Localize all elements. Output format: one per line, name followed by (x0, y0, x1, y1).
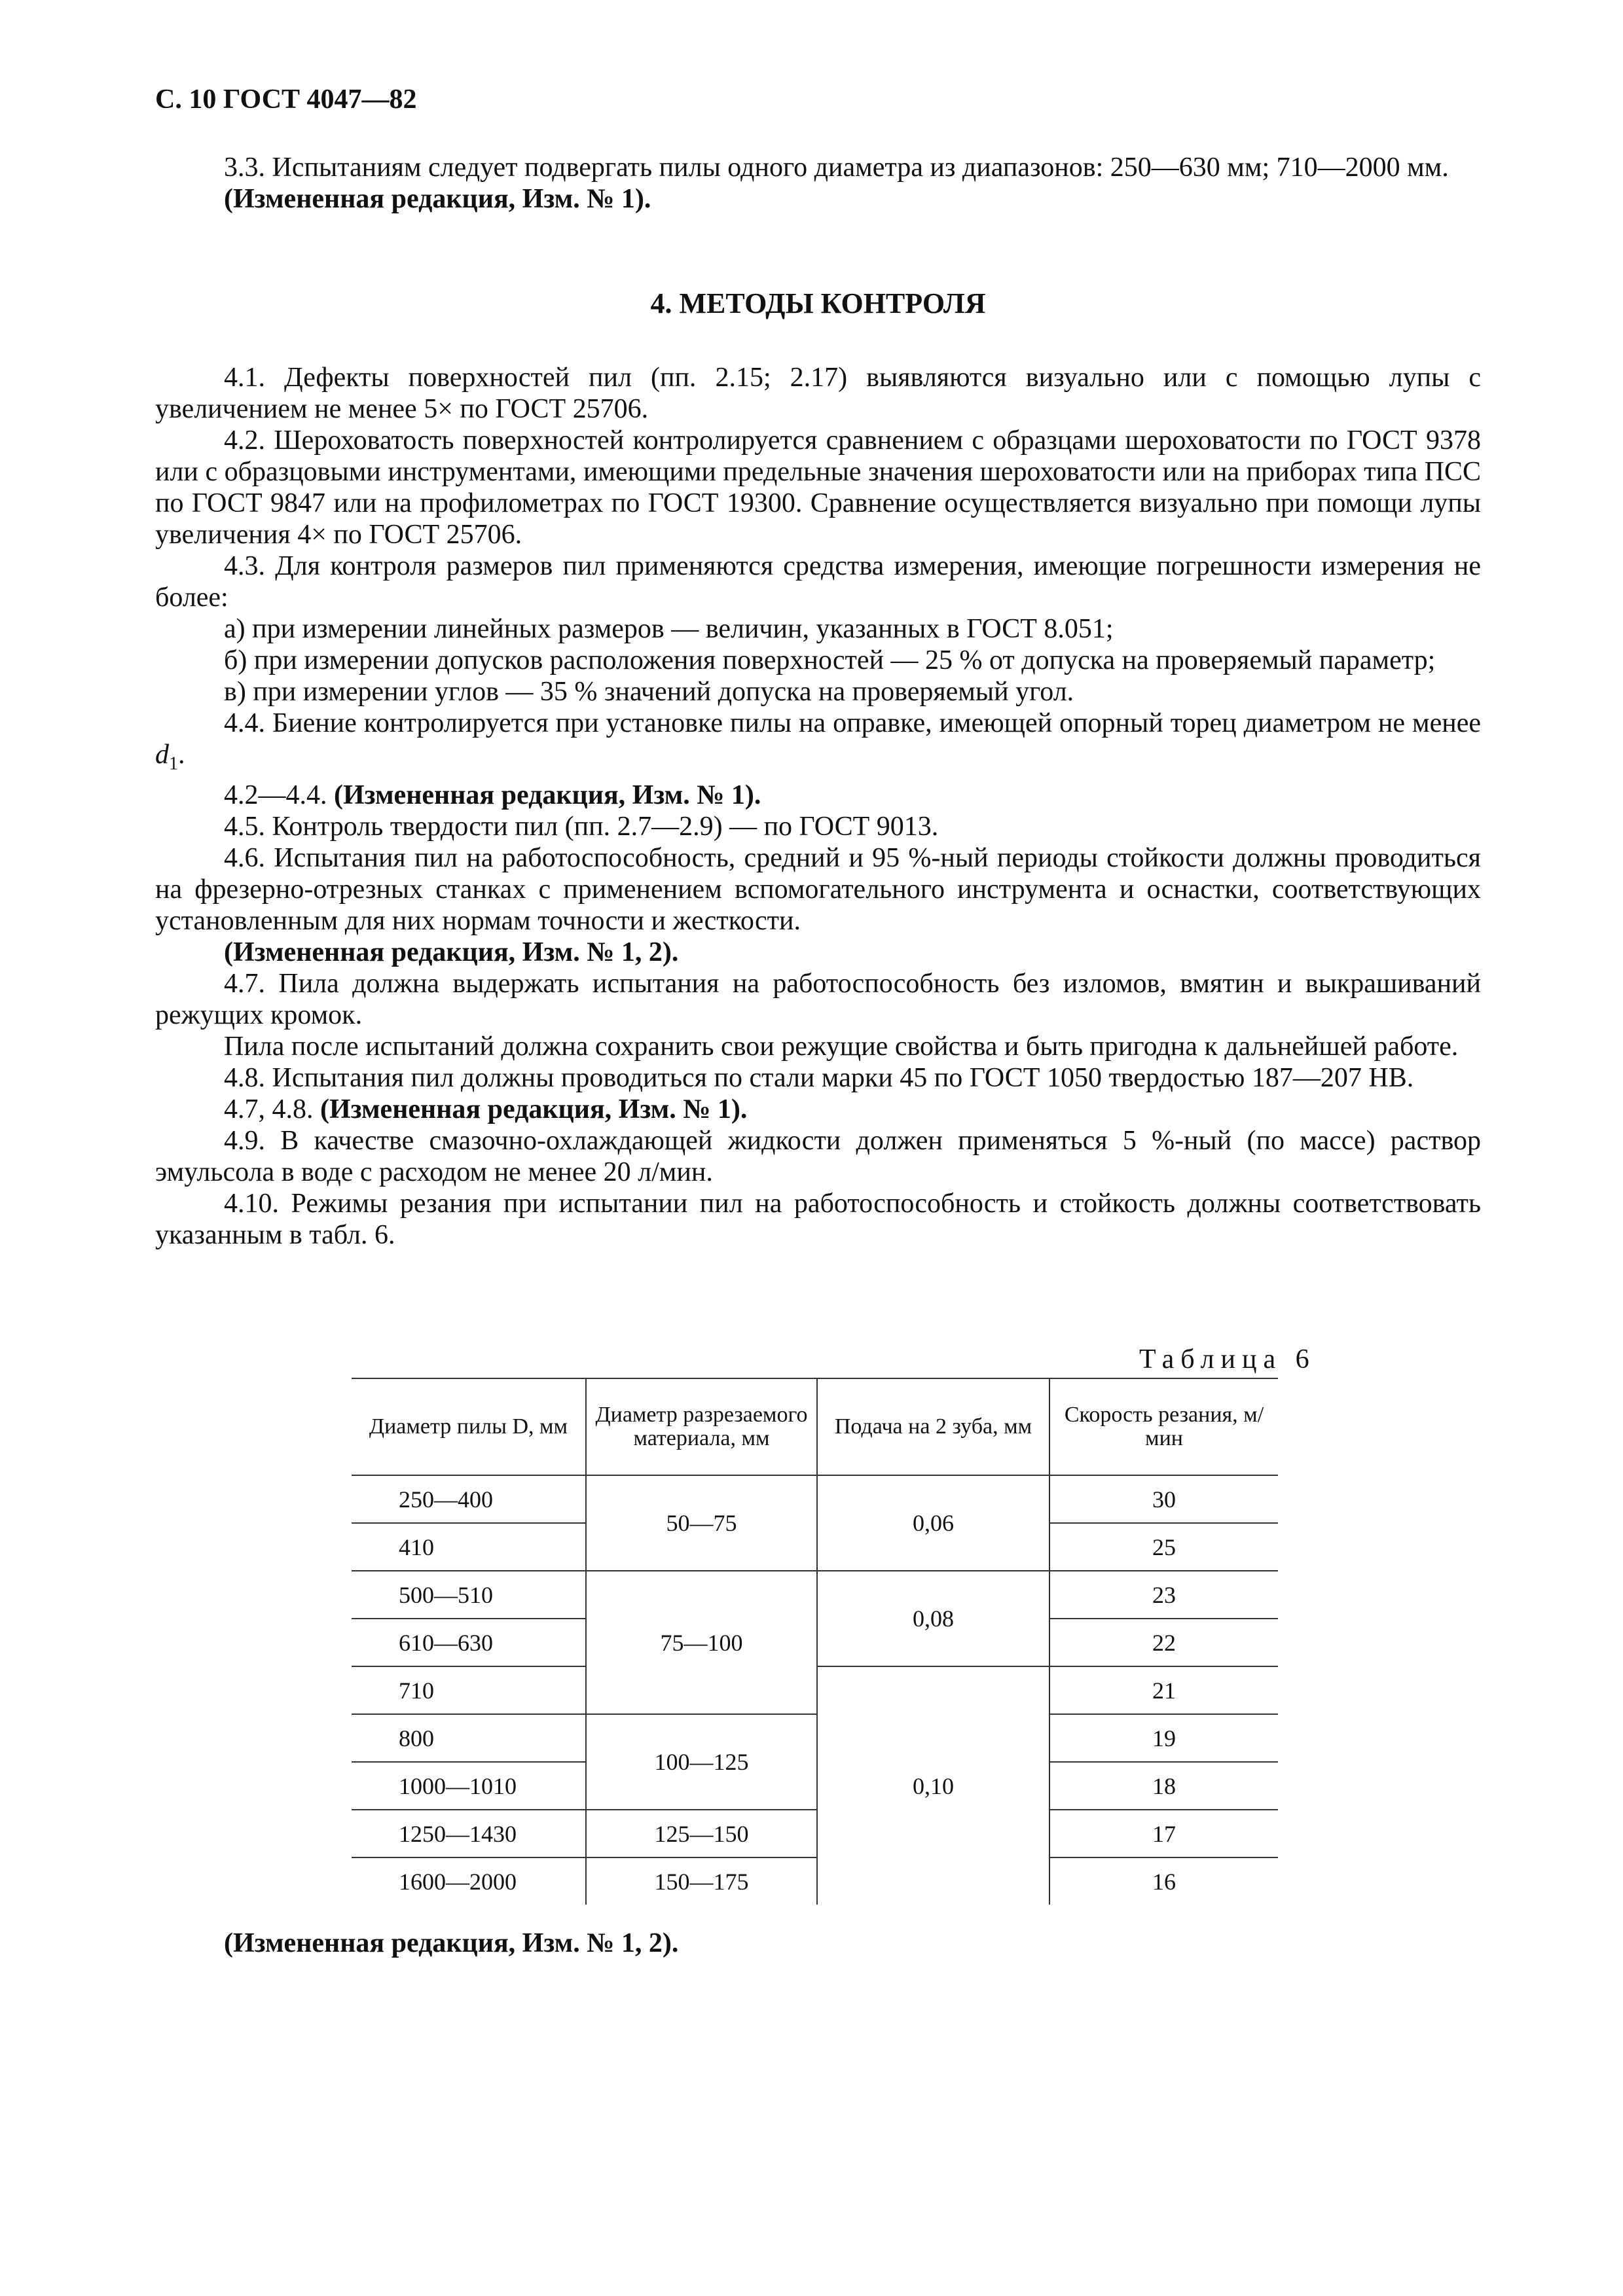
paragraph-4-3-b: б) при измерении допусков расположения поверхностей — 25 % от допуска на проверяемый параметр; (224, 645, 1436, 675)
paragraph-4-2: 4.2. Шероховатость поверхностей контролируется сравнением с образцами шероховатости по ГОСТ 9378 или с образцовыми инструментами, имеющими предельные значения шероховатости или на приборах типа ПСС по ГОСТ 9847 или на профилометрах по ГОСТ 19300. Сравнение осуществляется визуально при помощи лупы увеличения 4× по ГОСТ 25706. (155, 425, 1481, 550)
cell-cutting-speed: 25 (1049, 1523, 1278, 1571)
section-4-body (155, 362, 1481, 1251)
paragraph-3-3: 3.3. Испытаниям следует подвергать пилы одного диаметра из диапазонов: 250—630 мм; 710—2000 мм. (224, 152, 1449, 183)
paragraph-4-7: 4.7. Пила должна выдержать испытания на работоспособность без изломов, вмятин и выкрашиваний режущих кромок. (155, 969, 1481, 1031)
page-header: С. 10 ГОСТ 4047—82 (155, 84, 417, 115)
cell-cutting-speed: 18 (1049, 1762, 1278, 1810)
cell-saw-diameter: 500—510 (352, 1571, 586, 1619)
paragraph-4-4 (155, 708, 1481, 780)
cell-material-diameter: 150—175 (586, 1857, 817, 1905)
amendment-note: (Измененная редакция, Изм. № 1). (224, 184, 651, 214)
cell-saw-diameter: 1250—1430 (352, 1810, 586, 1857)
table-row (352, 1475, 1278, 1523)
amendment-note: (Измененная редакция, Изм. № 1). (320, 1094, 748, 1125)
paragraph-4-4-text: 4.4. Биение контролируется при установке пилы на оправке, имеющей опорный торец диаметром не менее (224, 708, 1481, 738)
paragraph-4-4-end: . (178, 740, 185, 770)
table-row (352, 1810, 1278, 1857)
paragraph-4-10: 4.10. Режимы резания при испытании пил на работоспособность и стойкость должны соответствовать указанным в табл. 6. (155, 1189, 1481, 1251)
paragraph-4-1: 4.1. Дефекты поверхностей пил (пп. 2.15; 2.17) выявляются визуально или с помощью лупы с увеличением не менее 5× по ГОСТ 25706. (155, 363, 1481, 424)
symbol-d: d (155, 740, 169, 770)
header-saw-diameter: Диаметр пилы D, мм (352, 1378, 586, 1475)
amendment-prefix: 4.2—4.4. (224, 780, 327, 811)
paragraph-4-3: 4.3. Для контроля размеров пил применяются средства измерения, имеющие погрешности измерения не более: (155, 551, 1481, 613)
amendment-note-footer: (Измененная редакция, Изм. № 1, 2). (224, 1928, 679, 1958)
cell-cutting-speed: 30 (1049, 1475, 1278, 1523)
cell-material-diameter: 125—150 (586, 1810, 817, 1857)
header-cutting-speed: Скорость резания, м/мин (1049, 1378, 1278, 1475)
cell-cutting-speed: 21 (1049, 1666, 1278, 1714)
amendment-prefix: 4.7, 4.8. (224, 1094, 314, 1125)
cell-saw-diameter: 800 (352, 1714, 586, 1762)
paragraph-4-3-a: а) при измерении линейных размеров — величин, указанных в ГОСТ 8.051; (224, 614, 1114, 644)
table-row (352, 1571, 1278, 1619)
paragraph-4-6: 4.6. Испытания пил на работоспособность, средний и 95 %-ный периоды стойкости должны проводиться на фрезерно-отрезных станках с применением вспомогательного инструмента и оснастки, соответствующих установленным для них нормам точности и жесткости. (155, 843, 1481, 937)
paragraph-4-8: 4.8. Испытания пил должны проводиться по стали марки 45 по ГОСТ 1050 твердостью 187—207 НВ. (224, 1063, 1414, 1094)
cell-saw-diameter: 1600—2000 (352, 1857, 586, 1905)
table-caption: Таблица 6 (1139, 1344, 1316, 1374)
symbol-d-subscript: 1 (169, 753, 178, 774)
header-feed: Подача на 2 зуба, мм (817, 1378, 1049, 1475)
paragraph-4-9: 4.9. В качестве смазочно-охлаждающей жидкости должен применяться 5 %-ный (по массе) раствор эмульсола в воде с расходом не менее 20 л/мин. (155, 1126, 1481, 1188)
table-header-row (352, 1378, 1278, 1475)
cell-cutting-speed: 19 (1049, 1714, 1278, 1762)
cell-material-diameter: 100—125 (586, 1714, 817, 1810)
cell-feed: 0,06 (817, 1475, 1049, 1571)
amendment-line-4-7 (155, 1094, 1481, 1125)
cell-material-diameter: 50—75 (586, 1475, 817, 1571)
cell-saw-diameter: 410 (352, 1523, 586, 1571)
cell-saw-diameter: 610—630 (352, 1619, 586, 1666)
cutting-modes-table (352, 1378, 1278, 1905)
cell-saw-diameter: 1000—1010 (352, 1762, 586, 1810)
cell-saw-diameter: 710 (352, 1666, 586, 1714)
cell-saw-diameter: 250—400 (352, 1475, 586, 1523)
amendment-note: (Измененная редакция, Изм. № 1, 2). (224, 937, 679, 968)
cell-cutting-speed: 16 (1049, 1857, 1278, 1905)
table-row (352, 1857, 1278, 1905)
amendment-note: (Измененная редакция, Изм. № 1). (334, 780, 761, 811)
cell-cutting-speed: 17 (1049, 1810, 1278, 1857)
cell-feed: 0,10 (817, 1666, 1049, 1905)
paragraph-4-5: 4.5. Контроль твердости пил (пп. 2.7—2.9) — по ГОСТ 9013. (224, 812, 939, 842)
cell-material-diameter: 75—100 (586, 1571, 817, 1714)
paragraph-4-7-b: Пила после испытаний должна сохранить свои режущие свойства и быть пригодна к дальнейшей работе. (224, 1031, 1459, 1062)
cell-cutting-speed: 22 (1049, 1619, 1278, 1666)
table-row (352, 1714, 1278, 1762)
cell-feed: 0,08 (817, 1571, 1049, 1666)
amendment-line-4-2 (155, 780, 1481, 811)
section-3-3 (155, 152, 1481, 215)
paragraph-4-3-c: в) при измерении углов — 35 % значений допуска на проверяемый угол. (224, 677, 1074, 707)
header-material-diameter: Диаметр разрезаемого материала, мм (586, 1378, 817, 1475)
section-title: 4. МЕТОДЫ КОНТРОЛЯ (650, 287, 986, 319)
cell-cutting-speed: 23 (1049, 1571, 1278, 1619)
